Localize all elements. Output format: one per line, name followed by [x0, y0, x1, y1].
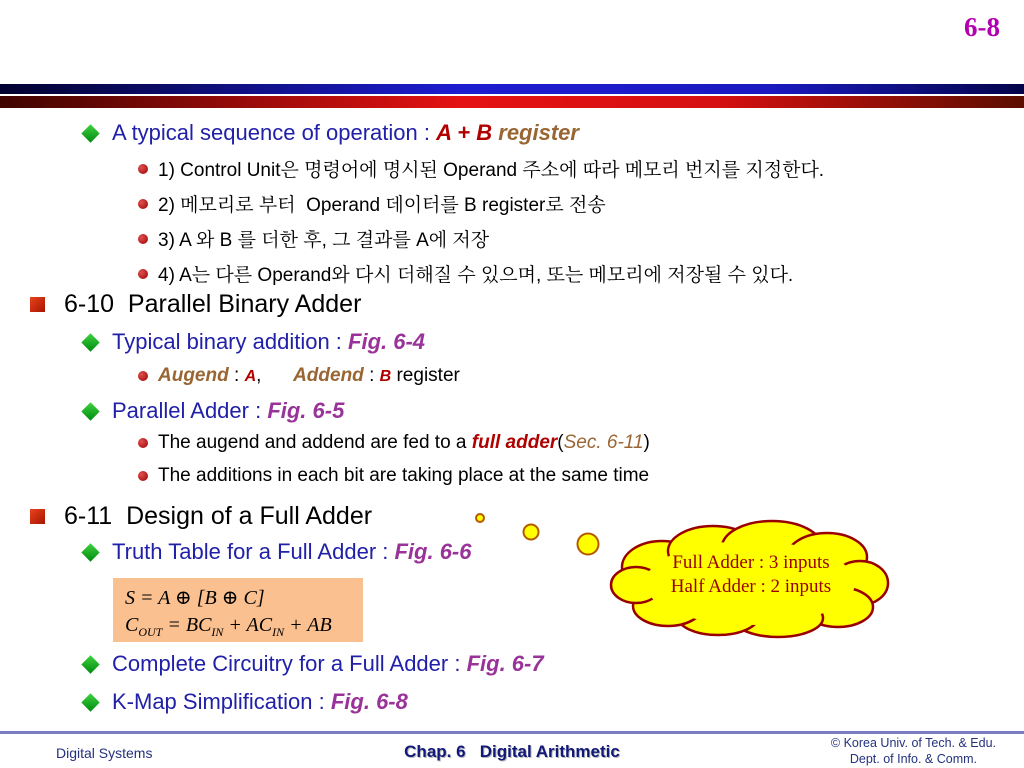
page-number: 6-8	[964, 12, 1000, 42]
additions-line	[138, 465, 649, 487]
circle-bullet-icon	[138, 234, 148, 244]
bullet-line-parallel-adder	[84, 398, 344, 424]
addend-label: Addend	[293, 365, 364, 386]
augend-label: Augend	[158, 365, 229, 386]
kmap-text	[112, 689, 408, 715]
footer-copyright-line-2: Dept. of Info. & Comm.	[849, 751, 978, 766]
parallel-adder-label: Parallel Adder :	[112, 398, 268, 423]
top-divider-red	[0, 96, 1024, 108]
bullet-line-typical-addition	[84, 329, 425, 355]
step-4-text: 4) A는 다른 Operand와 다시 더해질 수 있으며, 또는 메모리에 저장될 수 있다.	[158, 265, 794, 286]
fig-6-6-ref: Fig. 6-6	[394, 539, 472, 564]
fig-6-8-ref: Fig. 6-8	[330, 689, 408, 714]
formula-sub-in: IN	[211, 625, 224, 639]
typical-addition-label: Typical binary addition :	[112, 329, 349, 354]
bullet-line-complete-circuitry	[84, 651, 544, 677]
diamond-bullet-icon	[81, 402, 99, 420]
augend-addend-line	[138, 365, 460, 387]
top-divider-blue	[0, 84, 1024, 94]
footer-course-name: Digital Systems	[56, 745, 153, 761]
diamond-bullet-icon	[81, 124, 99, 142]
formula-ac: + AC	[223, 614, 273, 636]
footer-copyright-line-1: © Korea Univ. of Tech. & Edu.	[830, 736, 996, 750]
comma-gap: ,	[256, 365, 294, 386]
circle-bullet-icon	[138, 199, 148, 209]
fig-6-4-ref: Fig. 6-4	[348, 329, 426, 354]
footer-chapter-title: Chap. 6 Digital Arithmetic	[404, 742, 620, 761]
fig-6-7-ref: Fig. 6-7	[466, 651, 544, 676]
square-bullet-icon	[30, 509, 45, 524]
sec-6-11-ref: Sec. 6-11	[563, 432, 644, 453]
diamond-bullet-icon	[81, 693, 99, 711]
cloud-line-1: Full Adder : 3 inputs	[672, 552, 830, 573]
formula-c: C	[125, 614, 139, 636]
fed-line-pre: The augend and addend are fed to a	[158, 432, 472, 453]
formula-sub-out: OUT	[138, 625, 163, 639]
diamond-bullet-icon	[81, 333, 99, 351]
step-line-1	[138, 155, 824, 182]
additions-line-text: The additions in each bit are taking place at the same time	[158, 465, 650, 486]
complete-circuitry-text	[112, 651, 544, 677]
formula-sum: S = A ⊕ [B ⊕ C]	[125, 587, 265, 609]
bullet-line-kmap	[84, 689, 408, 715]
footer-divider	[0, 731, 1024, 734]
register-b: B	[379, 368, 392, 385]
sequence-heading-register: register	[492, 120, 579, 145]
formula-ab: + AB	[284, 614, 332, 636]
truth-table-text	[112, 539, 472, 565]
cloud-line-2: Half Adder : 2 inputs	[670, 575, 832, 597]
circle-bullet-icon	[138, 164, 148, 174]
footer-copyright	[831, 736, 996, 767]
diamond-bullet-icon	[81, 543, 99, 561]
sequence-heading-text: A typical sequence of operation :	[112, 120, 437, 145]
section-6-10-title: 6-10 Parallel Binary Adder	[64, 290, 362, 318]
section-6-11-title: 6-11 Design of a Full Adder	[64, 502, 373, 530]
bullet-line-sequence	[84, 120, 579, 146]
sequence-heading-ab: A + B	[436, 120, 493, 145]
paren: (	[557, 432, 564, 453]
kmap-label: K-Map Simplification :	[112, 689, 331, 714]
step-line-2	[138, 190, 606, 217]
circle-bullet-icon	[138, 471, 148, 481]
square-bullet-icon	[30, 297, 45, 312]
circle-bullet-icon	[138, 371, 148, 381]
formula-bc: = BC	[162, 614, 212, 636]
circle-bullet-icon	[138, 438, 148, 448]
step-line-4	[138, 260, 793, 287]
formula-sub-in: IN	[272, 625, 285, 639]
sequence-heading	[112, 120, 579, 146]
formula-box	[113, 578, 363, 642]
step-3-text: 3) A 와 B 를 더한 후, 그 결과를 A에 저장	[158, 230, 490, 251]
fig-6-5-ref: Fig. 6-5	[267, 398, 345, 423]
bullet-line-truth-table	[84, 539, 472, 565]
step-line-3	[138, 225, 489, 252]
section-6-10	[30, 290, 361, 319]
full-adder-emph: full adder	[471, 432, 558, 453]
cloud-callout-text	[635, 551, 867, 599]
register-word: register	[391, 365, 460, 386]
step-2-text: 2) 메모리로 부터 Operand 데이터를 B register로 전송	[158, 195, 606, 216]
step-1-text: 1) Control Unit은 명령어에 명시된 Operand 주소에 따라 메모리 번지를 지정한다.	[158, 160, 825, 181]
fed-line	[138, 432, 650, 454]
register-a: A	[244, 368, 257, 385]
typical-addition-text	[112, 329, 425, 355]
augend-addend-text	[158, 365, 460, 387]
complete-circuitry-label: Complete Circuitry for a Full Adder :	[112, 651, 467, 676]
paren: )	[643, 432, 650, 453]
parallel-adder-text	[112, 398, 344, 424]
section-6-11	[30, 502, 372, 531]
colon: :	[228, 365, 245, 386]
truth-table-label: Truth Table for a Full Adder :	[112, 539, 395, 564]
diamond-bullet-icon	[81, 655, 99, 673]
circle-bullet-icon	[138, 269, 148, 279]
fed-line-text	[158, 432, 650, 454]
formula-carry	[125, 612, 351, 640]
colon: :	[363, 365, 380, 386]
